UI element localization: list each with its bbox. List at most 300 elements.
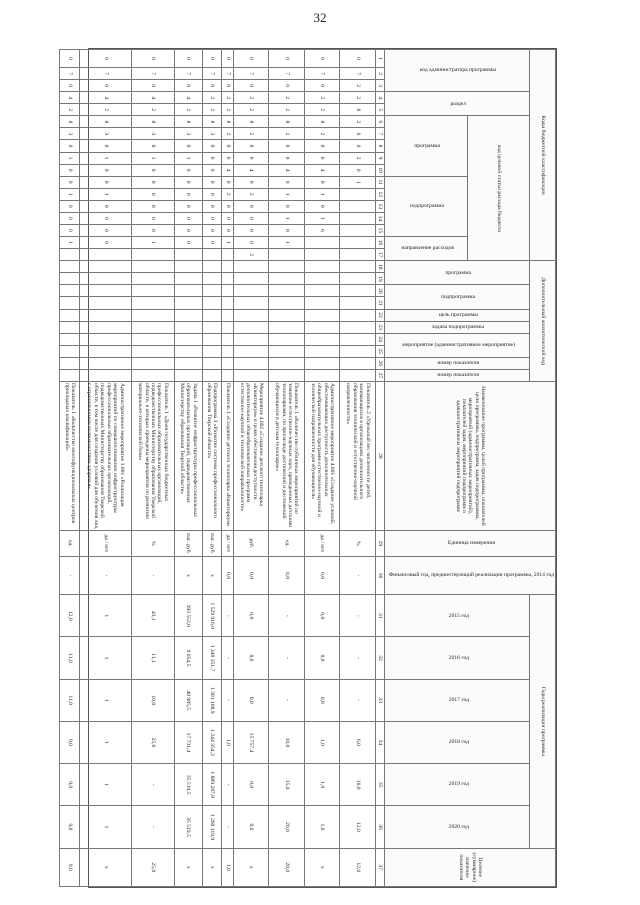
row-final-value: x <box>80 848 131 886</box>
code-cell: 2 <box>340 80 376 92</box>
code-cell: 0 <box>222 176 234 188</box>
code-cell: 3 <box>80 128 131 140</box>
code-cell: 0 <box>202 140 222 152</box>
code-cell: 0 <box>304 140 340 152</box>
row-year-value: 11,1 <box>131 637 174 679</box>
row-year-value: 1 529 916,0 <box>202 595 222 637</box>
row-year-value: 1,0 <box>222 721 234 763</box>
code-cell: 0 <box>131 140 174 152</box>
row-year-value: - <box>131 806 174 848</box>
code-cell <box>304 249 340 261</box>
code-cell: 2 <box>233 249 269 261</box>
code-cell <box>222 321 234 333</box>
code-cell: 3 <box>175 128 203 140</box>
code-cell: 8 <box>233 116 269 128</box>
code-cell <box>202 285 222 297</box>
row-year-value: - <box>340 595 376 637</box>
code-cell: 0 <box>269 224 305 236</box>
row-unit: ед. <box>60 530 80 556</box>
row-year-value: - <box>131 764 174 806</box>
code-cell: 0 <box>60 176 80 188</box>
column-number: 19 <box>375 273 384 285</box>
column-number: 14 <box>375 212 384 224</box>
code-cell <box>80 345 131 357</box>
code-cell <box>340 273 376 285</box>
row-year-value: 35 519,5 <box>175 806 203 848</box>
code-cell <box>131 273 174 285</box>
code-cell: 1 <box>60 188 80 200</box>
code-cell <box>233 261 269 273</box>
header-addl-program: программа <box>445 269 472 276</box>
column-number: 4 <box>375 92 384 104</box>
code-cell <box>175 333 203 345</box>
row-year-value: 15,0 <box>269 764 305 806</box>
column-number: 18 <box>375 261 384 273</box>
code-cell <box>80 321 131 333</box>
column-number: 21 <box>375 297 384 309</box>
code-cell <box>131 333 174 345</box>
code-cell: 4 <box>233 164 269 176</box>
code-cell: 1 <box>304 212 340 224</box>
column-number: 33 <box>375 679 384 721</box>
code-cell: 0 <box>202 200 222 212</box>
row-base-value: - <box>60 556 80 594</box>
code-cell <box>202 333 222 345</box>
code-cell: 7 <box>60 68 80 80</box>
code-cell <box>202 309 222 321</box>
row-year-value: - <box>222 806 234 848</box>
table-row <box>60 50 80 887</box>
code-cell <box>80 285 131 297</box>
row-year-value: 17 731,4 <box>175 721 203 763</box>
code-cell: 0 <box>175 80 203 92</box>
code-cell: 0 <box>304 176 340 188</box>
code-cell: 0 <box>131 212 174 224</box>
code-cell: 0 <box>202 152 222 164</box>
table-row <box>131 50 174 887</box>
code-cell <box>233 345 269 357</box>
code-cell <box>202 249 222 261</box>
row-name: Административное мероприятие 1.001 «Реализация мероприятий по совершенствованию инфраструктуры профессиональных образовательных организаций, подведомственных Министерству образования Тверской области, в том числе для создания условий для обучения лиц с ограниченными возможностями здоровья» <box>80 381 131 530</box>
code-cell: 8 <box>175 116 203 128</box>
code-cell: 0 <box>304 200 340 212</box>
code-cell <box>80 297 131 309</box>
code-cell: 1 <box>131 152 174 164</box>
code-cell: 7 <box>131 68 174 80</box>
code-cell <box>175 273 203 285</box>
code-cell <box>202 261 222 273</box>
code-cell: 2 <box>340 92 376 104</box>
code-cell: 0 <box>80 236 131 248</box>
code-cell <box>340 285 376 297</box>
code-cell <box>131 285 174 297</box>
row-year-value: - <box>269 595 305 637</box>
code-cell: 2 <box>233 104 269 116</box>
row-year-value: 20,0 <box>269 806 305 848</box>
column-number: 36 <box>375 806 384 848</box>
code-cell <box>233 285 269 297</box>
column-number: 15 <box>375 224 384 236</box>
code-cell: 7 <box>233 68 269 80</box>
row-year-value: 1 <box>80 721 131 763</box>
code-cell: 0 <box>222 212 234 224</box>
code-cell <box>340 212 376 224</box>
code-cell <box>304 285 340 297</box>
row-year-value: 1 <box>80 764 131 806</box>
header-year-2: 2016 год <box>448 654 469 661</box>
header-csr-program: программа <box>414 142 441 149</box>
code-cell: 0 <box>202 224 222 236</box>
code-cell <box>80 261 131 273</box>
column-number: 13 <box>375 200 384 212</box>
code-cell <box>304 273 340 285</box>
header-year-3: 2017 год <box>448 697 469 704</box>
row-name: Показатель 1 «Количество публичных мероприятий по тематике естественно-научных наук, проведенных детскими технопарками, по пропаганде достижений и достижений обучающихся в детском технопарке» <box>269 381 305 530</box>
code-cell <box>175 309 203 321</box>
row-year-value: 15 757,4 <box>233 721 269 763</box>
code-cell <box>340 345 376 357</box>
rotated-table-container <box>63 49 556 887</box>
code-cell <box>304 309 340 321</box>
header-year-6: 2020 год <box>448 823 469 830</box>
column-number: 28 <box>375 381 384 530</box>
code-cell: 7 <box>175 68 203 80</box>
column-number: 31 <box>375 595 384 637</box>
code-cell: 4 <box>269 164 305 176</box>
code-cell <box>175 261 203 273</box>
code-cell <box>304 236 340 248</box>
code-cell: 1 <box>269 236 305 248</box>
column-number: 26 <box>375 357 384 369</box>
code-cell: 0 <box>202 176 222 188</box>
page-number: 32 <box>313 10 327 25</box>
row-final-value: 12,0 <box>340 848 376 886</box>
code-cell: 1 <box>60 236 80 248</box>
code-cell <box>304 333 340 345</box>
code-cell: 0 <box>175 164 203 176</box>
code-cell <box>269 297 305 309</box>
row-unit: ед. <box>269 530 305 556</box>
code-cell <box>175 369 203 381</box>
code-cell <box>269 333 305 345</box>
code-cell: 0 <box>80 80 131 92</box>
row-final-value: x <box>304 848 340 886</box>
code-cell: 0 <box>222 224 234 236</box>
code-cell: 0 <box>233 50 269 68</box>
code-cell <box>304 369 340 381</box>
code-cell: 8 <box>340 104 376 116</box>
code-cell: 7 <box>202 68 222 80</box>
code-cell: 0 <box>60 224 80 236</box>
column-number: 24 <box>375 333 384 345</box>
row-year-value: - <box>269 679 305 721</box>
code-cell <box>340 188 376 200</box>
code-cell <box>304 345 340 357</box>
code-cell <box>222 333 234 345</box>
code-cell <box>233 309 269 321</box>
row-name: Административное мероприятие 4.001 «Создание условий, обеспечивающих доступность дополнительных общеобразовательных программ естественно-научной и технической направленности для обучающихся» <box>304 381 340 530</box>
code-cell: 1 <box>269 188 305 200</box>
code-cell <box>222 345 234 357</box>
code-cell: 1 <box>269 212 305 224</box>
row-year-value: 6,0 <box>340 721 376 763</box>
code-cell <box>340 249 376 261</box>
code-cell <box>304 357 340 369</box>
row-year-value: 12,0 <box>60 595 80 637</box>
code-cell <box>233 369 269 381</box>
code-cell: 0 <box>340 164 376 176</box>
code-cell: 2 <box>233 92 269 104</box>
code-cell <box>222 261 234 273</box>
code-cell <box>222 273 234 285</box>
column-number: 3 <box>375 80 384 92</box>
code-cell: 0 <box>131 50 174 68</box>
code-cell <box>80 273 131 285</box>
code-cell: 0 <box>202 80 222 92</box>
column-number: 2 <box>375 68 384 80</box>
row-year-value: - <box>340 679 376 721</box>
code-cell <box>131 357 174 369</box>
column-number: 25 <box>375 345 384 357</box>
code-cell: 0 <box>340 140 376 152</box>
code-cell: 0 <box>60 80 80 92</box>
column-number: 23 <box>375 321 384 333</box>
row-year-value: 0,0 <box>233 764 269 806</box>
code-cell: 0 <box>269 152 305 164</box>
code-cell: 0 <box>340 50 376 68</box>
header-addl-group: Дополнительный аналитический код <box>530 261 556 382</box>
row-unit: тыс. руб. <box>202 530 222 556</box>
row-year-value: 9 054,5 <box>175 637 203 679</box>
code-cell: 0 <box>60 200 80 212</box>
table-row <box>175 50 203 887</box>
row-year-value: 1,0 <box>304 764 340 806</box>
code-cell <box>233 297 269 309</box>
column-number: 22 <box>375 309 384 321</box>
row-year-value: - <box>222 679 234 721</box>
header-addl-activity: мероприятие (административное мероприятие) <box>402 341 515 348</box>
code-cell: 0 <box>175 236 203 248</box>
row-year-value: 40 985,5 <box>175 679 203 721</box>
code-cell <box>269 357 305 369</box>
row-year-value: 1 889 287,8 <box>202 764 222 806</box>
code-cell <box>222 357 234 369</box>
row-year-value: 35 519,5 <box>175 764 203 806</box>
header-gp-code: код администратора программы <box>420 67 497 74</box>
code-cell: 7 <box>269 68 305 80</box>
row-year-value: 9,0 <box>60 806 80 848</box>
row-year-value: 10,0 <box>269 721 305 763</box>
code-cell <box>233 357 269 369</box>
row-final-value: x <box>175 848 203 886</box>
code-cell: 8 <box>304 116 340 128</box>
code-cell: 0 <box>233 80 269 92</box>
row-year-value: 0,0 <box>233 806 269 848</box>
code-cell: 2 <box>222 104 234 116</box>
code-cell: 0 <box>202 212 222 224</box>
row-unit: % <box>340 530 376 556</box>
code-cell <box>60 261 80 273</box>
code-cell: 0 <box>233 212 269 224</box>
code-cell <box>269 309 305 321</box>
table-row <box>202 50 222 887</box>
code-cell <box>131 249 174 261</box>
column-number: 16 <box>375 236 384 248</box>
row-unit: руб. <box>233 530 269 556</box>
header-years-group: Годы реализации программы <box>530 595 556 848</box>
table-row <box>340 50 376 887</box>
row-base-value: - <box>340 556 376 594</box>
header-csr-direction: направление расходов <box>401 245 454 252</box>
row-year-value: 0,0 <box>304 679 340 721</box>
row-year-value: 1 <box>80 637 131 679</box>
code-cell: 4 <box>175 92 203 104</box>
header-row-1 <box>530 50 556 887</box>
code-cell <box>202 321 222 333</box>
table-row <box>304 50 340 887</box>
code-cell: 0 <box>80 212 131 224</box>
code-cell: 0 <box>175 224 203 236</box>
code-cell: 0 <box>340 128 376 140</box>
column-number: 7 <box>375 128 384 140</box>
code-cell <box>60 285 80 297</box>
row-year-value: 1 <box>80 679 131 721</box>
code-cell <box>269 369 305 381</box>
code-cell <box>222 249 234 261</box>
header-year-4: 2018 год <box>448 739 469 746</box>
row-final-value: x <box>233 848 269 886</box>
code-cell <box>60 357 80 369</box>
code-cell: 0 <box>175 188 203 200</box>
row-final-value: 20,0 <box>269 848 305 886</box>
row-base-value: 0,0 <box>304 556 340 594</box>
table-row <box>269 50 305 887</box>
code-cell: 0 <box>80 164 131 176</box>
code-cell: 2 <box>304 92 340 104</box>
code-cell: 2 <box>233 128 269 140</box>
code-cell: 0 <box>304 80 340 92</box>
code-cell: 2 <box>131 104 174 116</box>
code-cell <box>60 345 80 357</box>
row-year-value: - <box>222 637 234 679</box>
code-cell: 2 <box>202 92 222 104</box>
code-cell: 1 <box>80 152 131 164</box>
row-year-value: 43,1 <box>131 595 174 637</box>
row-year-value: 0,0 <box>233 595 269 637</box>
row-year-value: - <box>222 764 234 806</box>
header-addl-indicator: номер показателя <box>437 360 480 367</box>
row-year-value: 0,0 <box>233 637 269 679</box>
code-cell <box>202 273 222 285</box>
code-cell: 4 <box>60 92 80 104</box>
row-year-value: 10,0 <box>340 764 376 806</box>
row-unit: да / нет <box>304 530 340 556</box>
column-number: 29 <box>375 530 384 556</box>
code-cell: 0 <box>60 164 80 176</box>
code-cell <box>340 321 376 333</box>
code-cell <box>269 249 305 261</box>
row-year-value: - <box>269 637 305 679</box>
code-cell: 0 <box>304 152 340 164</box>
row-final-value: 1,0 <box>222 848 234 886</box>
code-cell: 7 <box>304 68 340 80</box>
code-cell: 0 <box>131 164 174 176</box>
code-cell <box>131 321 174 333</box>
header-csr-group: код целевой статьи расхода бюджета <box>467 116 529 261</box>
code-cell: 0 <box>222 50 234 68</box>
row-year-value: 1 340 351,7 <box>202 637 222 679</box>
row-base-value: - <box>131 556 174 594</box>
code-cell: 0 <box>80 176 131 188</box>
column-number: 1 <box>375 50 384 68</box>
code-cell: 4 <box>131 92 174 104</box>
row-year-value: 9,0 <box>60 721 80 763</box>
code-cell: 2 <box>222 92 234 104</box>
code-cell: 0 <box>269 176 305 188</box>
code-cell <box>269 321 305 333</box>
row-year-value: 0,0 <box>304 637 340 679</box>
column-number: 30 <box>375 556 384 594</box>
column-number: 9 <box>375 152 384 164</box>
code-cell <box>131 297 174 309</box>
code-cell <box>80 369 131 381</box>
code-cell: 0 <box>269 80 305 92</box>
code-cell <box>60 321 80 333</box>
code-cell <box>175 357 203 369</box>
code-cell: 7 <box>340 68 376 80</box>
row-year-value: 1 301 108,9 <box>202 679 222 721</box>
code-cell: 4 <box>304 164 340 176</box>
code-cell: 2 <box>222 188 234 200</box>
row-unit: тыс. руб. <box>175 530 203 556</box>
code-cell <box>269 273 305 285</box>
row-year-value: 1,0 <box>304 806 340 848</box>
header-unit: Единица измерения <box>447 540 495 547</box>
code-cell <box>131 345 174 357</box>
column-number: 12 <box>375 188 384 200</box>
row-base-value: 0,0 <box>233 556 269 594</box>
code-cell <box>60 249 80 261</box>
column-numbers-row <box>375 50 384 887</box>
column-number: 32 <box>375 637 384 679</box>
code-cell: 8 <box>269 116 305 128</box>
row-year-value: 11,0 <box>60 637 80 679</box>
code-cell <box>304 261 340 273</box>
code-cell <box>340 200 376 212</box>
row-name: Мероприятие 4.002 «Создание детского технопарка «Кванториум» в целях обеспечения доступности дополнительных общеобразовательных программ естественно-научной и технической направленности» <box>233 381 269 530</box>
code-cell <box>60 309 80 321</box>
table-row <box>222 50 234 887</box>
row-year-value: 1,0 <box>304 721 340 763</box>
header-addl-task: задача подпрограммы <box>432 323 485 330</box>
code-cell <box>222 369 234 381</box>
header-final: Целевое (суммарное) значение показателя <box>385 848 556 886</box>
code-cell: 0 <box>80 200 131 212</box>
code-cell: 0 <box>175 140 203 152</box>
header-addl-subprogram: подпрограмма <box>441 293 476 300</box>
column-number: 20 <box>375 285 384 297</box>
code-cell <box>131 261 174 273</box>
code-cell: 0 <box>233 140 269 152</box>
column-number: 8 <box>375 140 384 152</box>
row-year-value: 1 <box>80 806 131 848</box>
code-cell: 2 <box>80 104 131 116</box>
code-cell: 2 <box>269 128 305 140</box>
header-base-year: Финансовый год, предшествующий реализации программы, 2014 год <box>388 572 554 579</box>
column-number: 6 <box>375 116 384 128</box>
code-cell: 0 <box>233 152 269 164</box>
header-section: раздел <box>450 100 467 107</box>
